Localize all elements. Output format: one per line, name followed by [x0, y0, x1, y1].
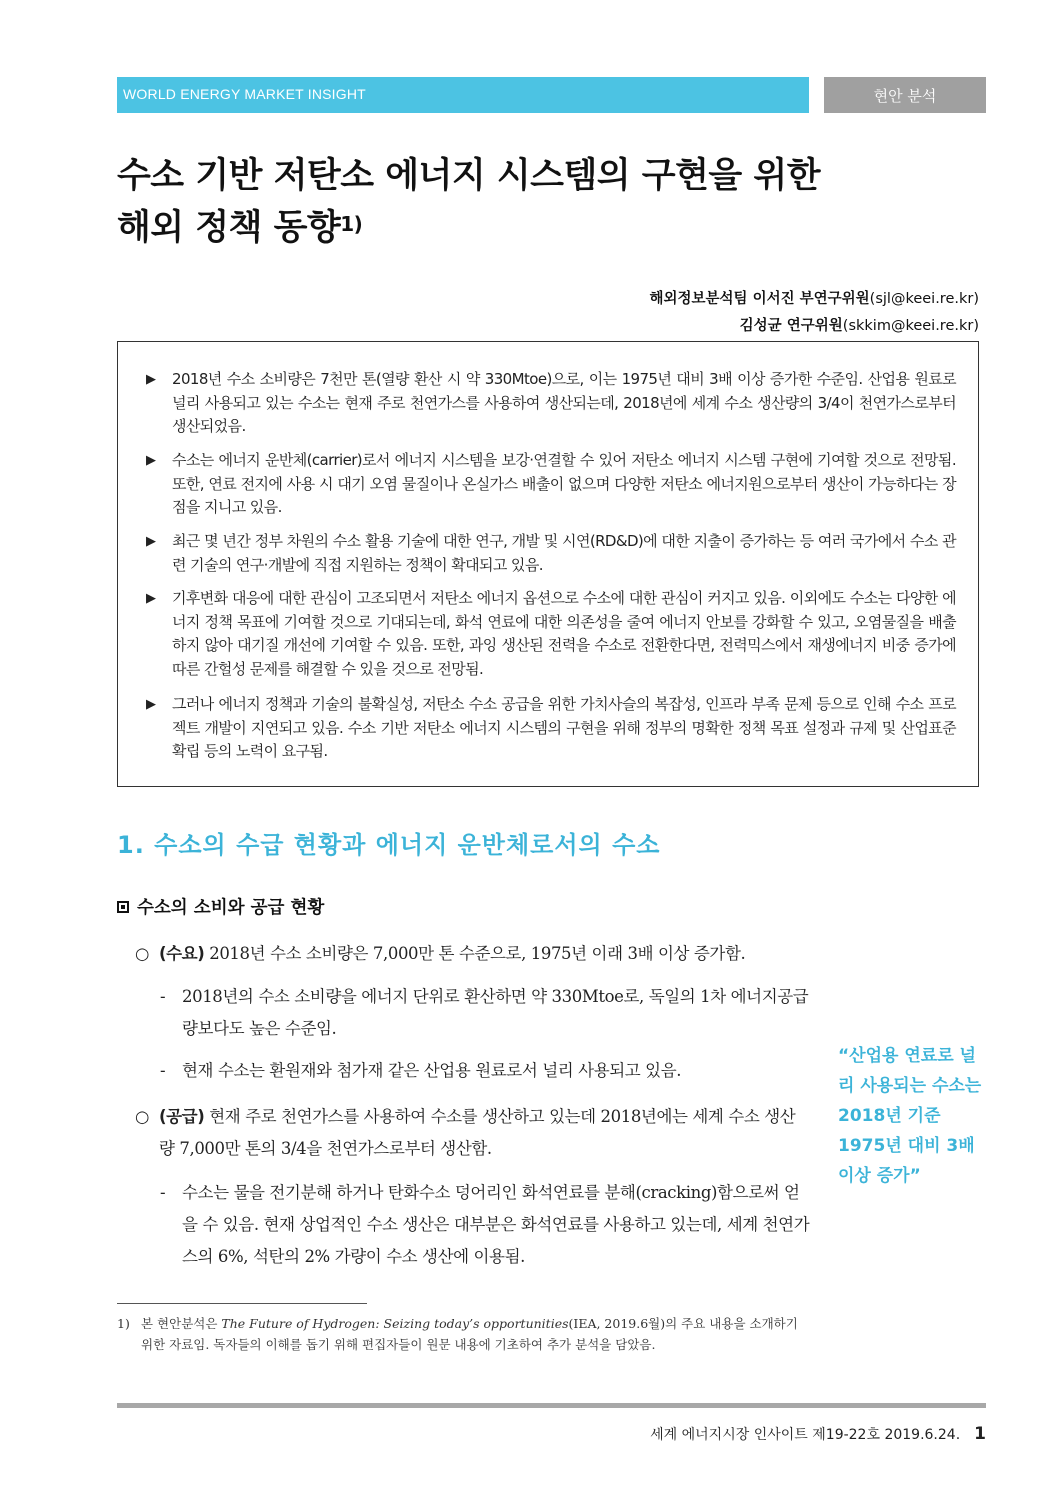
demand-label: (수요): [159, 944, 205, 963]
bullet-triangle-icon: ▶: [146, 591, 156, 606]
summary-item-4: ▶ 기후변화 대응에 대한 관심이 고조되면서 저탄소 에너지 옵션으로 수소에 대한 관심이 커지고 있음. 이외에도 수소는 다양한 에너지 정책 목표에 기여할 것으로 기대되는데, 화석 연료에 대한 의존성을 줄여 에너지 안보를 강화할 수 있고, 오염물질을 배출하지 않아 대기질 개선에 기여할 수 있음. 또한, 과잉 생산된 전력을 수소로 전환한다면, 전력믹스에서 재생에너지 비중 증가에 따른 간헐성 문제를 해결할 수 있을 것으로 전망됨.: [146, 589, 956, 678]
bullet-triangle-icon: ▶: [146, 697, 156, 712]
author-1: [649, 287, 979, 308]
demand-sub-1: - 2018년의 수소 소비량을 에너지 단위로 환산하면 약 330Mtoe로, 독일의 1차 에너지공급량보다도 높은 수준임.: [160, 981, 810, 1045]
footnote-divider: [117, 1303, 367, 1304]
summary-item-2: ▶ 수소는 에너지 운반체(carrier)로서 에너지 시스템을 보강·연결할 수 있어 저탄소 에너지 시스템 구현에 기여할 것으로 전망됨. 또한, 연료 전지에 사용 시 대기 오염 물질이나 온실가스 배출이 없으며 다양한 저탄소 에너지원으로부터 생산이 가능하다는 장점을 지니고 있음.: [146, 451, 956, 516]
header-category-tag: [824, 77, 986, 113]
demand-paragraph: ○ (수요) 2018년 수소 소비량은 7,000만 톤 수준으로, 1975년 이래 3배 이상 증가함.: [135, 938, 810, 970]
supply-paragraph: ○ (공급) 현재 주로 천연가스를 사용하여 수소를 생산하고 있는데 2018년에는 세계 수소 생산량 7,000만 톤의 3/4을 천연가스로부터 생산함.: [135, 1101, 810, 1165]
header-series-bar: [117, 77, 809, 113]
title-footnote-mark: 1): [340, 212, 363, 236]
summary-item-1: ▶ 2018년 수소 소비량은 7천만 톤(열량 환산 시 약 330Mtoe)으로, 이는 1975년 대비 3배 이상 증가한 수준임. 산업용 원료로 널리 사용되고 있는 수소는 현재 주로 천연가스를 사용하여 생산되는데, 2018년에 세계 수소 생산량의 3/4이 천연가스로부터 생산되었음.: [146, 370, 956, 435]
dash-bullet-icon: -: [160, 987, 166, 1006]
summary-item-5: ▶ 그러나 에너지 정책과 기술의 불확실성, 저탄소 수소 공급을 위한 가치사슬의 복잡성, 인프라 부족 문제 등으로 인해 수소 프로젝트 개발이 지연되고 있음. 수소 기반 저탄소 에너지 시스템의 구현을 위해 정부의 명확한 정책 목표 설정과 규제 및 산업표준 확립 등의 노력이 요구됨.: [146, 695, 956, 760]
demand-sub-2: - 현재 수소는 환원재와 첨가재 같은 산업용 원료로서 널리 사용되고 있음.: [160, 1055, 810, 1087]
footer-divider: [117, 1403, 986, 1408]
page-title: [117, 150, 977, 254]
circle-bullet-icon: ○: [135, 1107, 149, 1126]
pull-quote: “산업용 연료로 널리 사용되는 수소는 2018년 기준 1975년 대비 3배 이상 증가”: [838, 1046, 982, 1186]
dash-bullet-icon: -: [160, 1061, 166, 1080]
supply-sub-1: - 수소는 물을 전기분해 하거나 탄화수소 덩어리인 화석연료를 분해(cracking)함으로써 얻을 수 있음. 현재 상업적인 수소 생산은 대부분은 화석연료를 사용하고 있는데, 세계 천연가스의 6%, 석탄의 2% 가량이 수소 생산에 이용됨.: [160, 1177, 810, 1273]
header-category-label: 현안 분석: [873, 87, 937, 105]
footer: [650, 1424, 986, 1444]
section-heading: 1. 수소의 수급 현황과 에너지 운반체로서의 수소: [117, 831, 661, 859]
footnote: 1) 본 현안분석은 The Future of Hydrogen: Seizing today’s opportunities(IEA, 2019.6월)의 주요 내용을 소개하기 위한 자료임. 독자들의 이해를 돕기 위해 편집자들이 원문 내용에 기초하여 추가 분석을 담았음.: [117, 1313, 807, 1355]
supply-label: (공급): [159, 1107, 205, 1126]
bullet-triangle-icon: ▶: [146, 453, 156, 468]
dash-bullet-icon: -: [160, 1183, 166, 1202]
bullet-triangle-icon: ▶: [146, 372, 156, 387]
title-line-2: 해외 정책 동향: [117, 208, 341, 248]
author-1-email[interactable]: (sjl@keei.re.kr): [869, 291, 979, 307]
author-2-email[interactable]: (skkim@keei.re.kr): [842, 318, 979, 334]
title-line-1: 수소 기반 저탄소 에너지 시스템의 구현을 위한: [117, 156, 821, 196]
author-2: [740, 314, 979, 335]
footnote-number: 1): [117, 1316, 130, 1331]
footnote-source-title: The Future of Hydrogen: Seizing today’s opportunities: [221, 1316, 569, 1331]
square-bullet-icon: [117, 901, 129, 913]
footer-publication: 세계 에너지시장 인사이트: [650, 1427, 808, 1443]
footer-issue: 제19-22호 2019.6.24.: [807, 1427, 961, 1443]
author-2-name: 김성균 연구위원: [739, 318, 843, 334]
summary-item-3: ▶ 최근 몇 년간 정부 차원의 수소 활용 기술에 대한 연구, 개발 및 시연(RD&D)에 대한 지출이 증가하는 등 여러 국가에서 수소 관련 기술의 연구·개발에 직접 지원하는 정책이 확대되고 있음.: [146, 532, 956, 574]
author-1-name: 해외정보분석팀 이서진 부연구위원: [649, 291, 870, 307]
header-series-label: WORLD ENERGY MARKET INSIGHT: [123, 86, 366, 102]
summary-box: [117, 341, 979, 787]
subsection-heading: 수소의 소비와 공급 현황: [117, 894, 324, 919]
page-number: 1: [974, 1424, 986, 1444]
circle-bullet-icon: ○: [135, 944, 149, 963]
bullet-triangle-icon: ▶: [146, 534, 156, 549]
